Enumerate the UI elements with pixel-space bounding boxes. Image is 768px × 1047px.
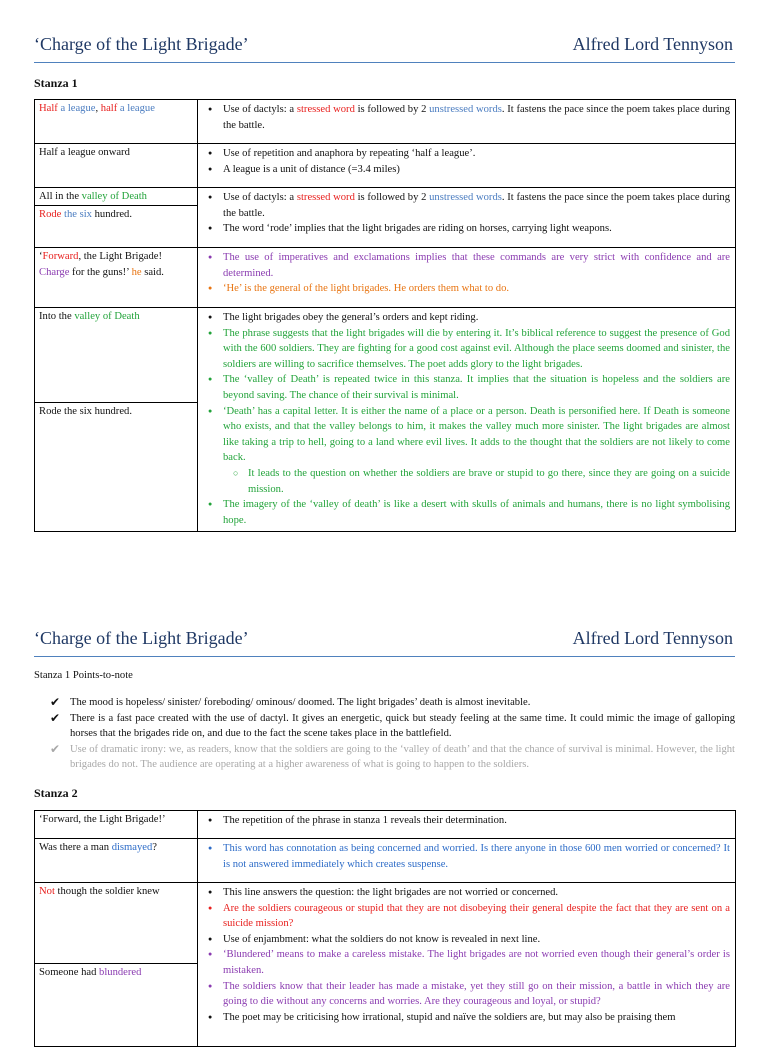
- list-item: ● This word has connotation as being concerned and worried. Is there anyone in those 600 men worried or concerned? It is not answered immediately which creates suspense.: [223, 841, 730, 872]
- stanza-2-table: [34, 810, 736, 1047]
- quote-fragment: half: [100, 103, 118, 114]
- list-item: ● ‘Death’ has a capital letter. It is either the name of a place or a person. Death is personified here. If Death is someone who exists, and that the valley belongs to him, it makes the valley much more sinister. The light brigades are almost like taking a trip to hell, going to a land where evil lives. It adds to the thought that the soldiers are not likely to come back.: [223, 404, 730, 466]
- table-row: [35, 839, 736, 883]
- text: , the Light Brigade!: [78, 251, 162, 262]
- text: Someone had: [39, 967, 100, 978]
- text: Into the: [39, 311, 75, 322]
- list-item: [50, 742, 735, 773]
- text: Not: [39, 886, 55, 897]
- quote-fragment: a league: [57, 103, 96, 114]
- text: hundred.: [91, 208, 132, 220]
- stanza-heading: Stanza 2: [34, 786, 78, 800]
- text: . It fastens the pace since the poem takes place during the battle.: [223, 104, 731, 131]
- notes-list: [50, 695, 735, 773]
- quote-line: [35, 883, 197, 963]
- list-item: [50, 711, 735, 742]
- text: Use of dactyls: a: [223, 192, 297, 203]
- text: is followed by 2: [354, 104, 430, 115]
- analysis-cell: [198, 248, 736, 308]
- list-item: [223, 102, 730, 133]
- quote-fragment: Half: [39, 103, 58, 114]
- quote-line: [35, 308, 197, 402]
- text: Use of dramatic irony: we, as readers, know that the soldiers are going to the ‘valley of death’ and that the chance of survival is minimal. However, the light brigades do not. The audience are operating at a higher awareness of what is going to happen to the soldiers.: [70, 743, 735, 771]
- text: stressed word: [296, 104, 355, 115]
- quote-line: [39, 189, 193, 205]
- list-item: ● The phrase suggests that the light brigades will die by entering it. It’s biblical reference to suggest the presence of God with the 600 soldiers. They are fighting for a good cost against evil. Although the place seems doomed and sinister, the soldiers are willing to sacrifice themselves. The poet adds glory to the light brigades.: [223, 326, 730, 373]
- quote-line: Rode the six hundred.: [35, 402, 197, 421]
- text: valley of Death: [81, 191, 147, 202]
- quote-cell: [35, 883, 198, 1047]
- list-item: ● Are the soldiers courageous or stupid that they are not disobeying their general despite the fact that they are sent on a suicide mission?: [223, 901, 730, 932]
- table-row: [35, 308, 736, 532]
- analysis-cell: [198, 811, 736, 839]
- text: blundered: [99, 967, 142, 978]
- quote-line: [35, 205, 197, 223]
- list-item: ● The ‘valley of Death’ is repeated twice in this stanza. It implies that the situation is hopeless and the soldiers are beyond saving. The chance of their survival is minimal.: [223, 372, 730, 403]
- table-row: [35, 248, 736, 308]
- quote-line: [39, 265, 193, 281]
- table-row: [35, 144, 736, 188]
- checkmark-icon: ✔: [50, 741, 61, 756]
- list-item: ● The imagery of the ‘valley of death’ is like a desert with skulls of animals and humans, there is no light symbolising hope.: [223, 497, 730, 528]
- checkmark-icon: ✔: [50, 695, 61, 709]
- text: unstressed words: [429, 192, 502, 203]
- text: said.: [141, 266, 164, 278]
- text: stressed word: [296, 192, 355, 203]
- quote-cell: ‘Forward, the Light Brigade!’: [35, 811, 198, 839]
- quote-cell: [35, 248, 198, 308]
- text: is followed by 2: [354, 192, 430, 203]
- poem-author: Alfred Lord Tennyson: [572, 628, 733, 648]
- table-row: [35, 811, 736, 839]
- list-item: ● ‘He’ is the general of the light brigades. He orders them what to do.: [223, 281, 730, 297]
- text: the six: [61, 208, 92, 220]
- list-item: ● A league is a unit of distance (=3.4 miles): [223, 162, 730, 178]
- text: Rode: [39, 208, 62, 220]
- text: Charge: [39, 266, 70, 278]
- text: ?: [152, 842, 157, 853]
- list-item: ● The poet may be criticising how irrational, stupid and naïve the soldiers are, but may also be praising them: [223, 1010, 730, 1026]
- text: The mood is hopeless/ sinister/ foreboding/ ominous/ doomed. The light brigades’ death is almost inevitable.: [70, 697, 531, 708]
- list-item: [223, 190, 730, 221]
- poem-title: ‘Charge of the Light Brigade’: [34, 628, 249, 648]
- text: valley of Death: [74, 311, 140, 322]
- analysis-cell: [198, 883, 736, 1047]
- list-item: ● This line answers the question: the light brigades are not worried or concerned.: [223, 885, 730, 901]
- poem-author: Alfred Lord Tennyson: [572, 34, 733, 54]
- stanza-heading: Stanza 1: [34, 76, 78, 90]
- text: for the guns!’: [69, 266, 132, 278]
- list-item: ○ It leads to the question on whether the soldiers are brave or stupid to go there, since they are going on a suicide mission.: [248, 466, 730, 497]
- analysis-cell: [198, 308, 736, 532]
- quote-cell: [35, 308, 198, 532]
- table-row: [35, 883, 736, 1047]
- text: ‘: [39, 251, 43, 262]
- quote-fragment: ,: [95, 103, 101, 114]
- text: he: [131, 266, 142, 278]
- text: though the soldier knew: [54, 886, 160, 897]
- quote-cell: [35, 100, 198, 144]
- text: unstressed words: [429, 104, 502, 115]
- list-item: ● The word ‘rode’ implies that the light brigades are riding on horses, carrying light weapons.: [223, 221, 730, 237]
- quote-fragment: a league: [117, 103, 155, 114]
- quote-line: [35, 963, 197, 1046]
- checkmark-icon: ✔: [50, 710, 61, 725]
- text: All in the: [39, 191, 82, 202]
- text: dismayed: [111, 842, 153, 853]
- list-item: ● Use of enjambment: what the soldiers do not know is revealed in next line.: [223, 932, 730, 948]
- table-row: [35, 188, 736, 248]
- list-item: ● The repetition of the phrase in stanza 1 reveals their determination.: [223, 813, 730, 829]
- notes-title: Stanza 1 Points-to-note: [34, 670, 133, 681]
- text: There is a fast pace created with the use of dactyl. It gives an energetic, quick but steady feeling at the same time. It could mimic the image of galloping horses that the brigades ride on, and due to the fact the scene takes place in the battlefield.: [70, 712, 735, 740]
- analysis-cell: [198, 839, 736, 883]
- stanza-1-table: [34, 99, 736, 532]
- text: Use of dactyls: a: [223, 104, 297, 115]
- list-item: ● The use of imperatives and exclamations implies that these commands are very strict with confidence and are determined.: [223, 250, 730, 281]
- text: Forward: [42, 251, 79, 262]
- list-item: ● Use of repetition and anaphora by repeating ‘half a league’.: [223, 146, 730, 162]
- list-item: ● ‘Blundered’ means to make a careless mistake. The light brigades are not worried even though their general’s order is mistaken.: [223, 947, 730, 978]
- list-item: ● The soldiers know that their leader has made a mistake, yet they still go on their mission, a battle in which they are going to die without any concerns and worries. Are they courageous and loyal, or stupid?: [223, 979, 730, 1010]
- table-row: [35, 100, 736, 144]
- list-item: ● The light brigades obey the general’s orders and kept riding.: [223, 310, 730, 326]
- page-header: [34, 626, 735, 657]
- page-header: [34, 32, 735, 63]
- list-item: [50, 695, 735, 711]
- quote-cell: Half a league onward: [35, 144, 198, 188]
- analysis-cell: [198, 188, 736, 248]
- text: . It fastens the pace since the poem takes place during the battle.: [223, 192, 731, 219]
- poem-title: ‘Charge of the Light Brigade’: [34, 34, 249, 54]
- quote-line: [39, 249, 193, 265]
- quote-cell: [35, 839, 198, 883]
- analysis-cell: [198, 100, 736, 144]
- analysis-cell: [198, 144, 736, 188]
- text: Was there a man: [39, 842, 112, 853]
- quote-cell: [35, 188, 198, 248]
